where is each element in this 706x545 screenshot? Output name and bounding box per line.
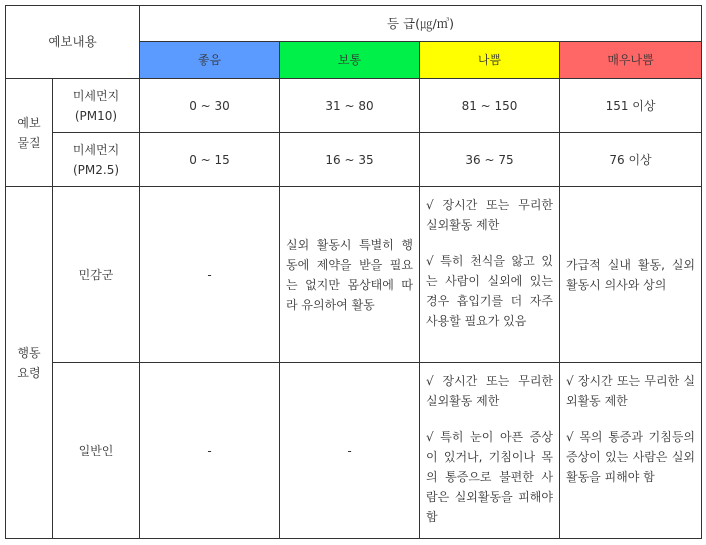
general-good: - <box>140 363 280 539</box>
header-grade: 등 급(㎍/㎥) <box>140 6 702 42</box>
pm10-very-bad: 151 이상 <box>560 79 702 133</box>
pm10-normal: 31 ~ 80 <box>280 79 420 133</box>
header-forecast-content: 예보내용 <box>6 6 140 79</box>
pm10-bad: 81 ~ 150 <box>420 79 560 133</box>
pm25-very-bad: 76 이상 <box>560 133 702 187</box>
general-bad-line-2: √ 특히 눈이 아픈 증상이 있거나, 기침이나 목의 통증으로 불편한 사람은 실외활동을 피해야 함 <box>426 430 553 524</box>
level-very-bad: 매우나쁨 <box>560 42 702 79</box>
sensitive-bad <box>420 187 560 363</box>
group-action-guide: 행동 요령 <box>6 187 53 539</box>
sensitive-bad-line-1: √ 장시간 또는 무리한 실외활동 제한 <box>426 198 553 232</box>
sensitive-good: - <box>140 187 280 363</box>
general-very-bad-line-1: √ 장시간 또는 무리한 실외활동 제한 <box>566 374 696 408</box>
air-quality-table <box>5 5 702 539</box>
general-bad-line-1: √ 장시간 또는 무리한 실외활동 제한 <box>426 374 553 408</box>
sensitive-very-bad: 가급적 실내 활동, 실외 활동시 의사와 상의 <box>560 187 702 363</box>
pm10-good: 0 ~ 30 <box>140 79 280 133</box>
row-label-sensitive: 민감군 <box>53 187 140 363</box>
row-label-pm25: 미세먼지 (PM2.5) <box>53 133 140 187</box>
group-forecast-substance: 예보 물질 <box>6 79 53 187</box>
pm25-normal: 16 ~ 35 <box>280 133 420 187</box>
general-very-bad <box>560 363 702 539</box>
level-good: 좋음 <box>140 42 280 79</box>
sensitive-bad-line-2: √ 특히 천식을 앓고 있는 사람이 실외에 있는 경우 흡입기를 더 자주 사용할 필요가 있음 <box>426 254 553 328</box>
general-bad <box>420 363 560 539</box>
level-bad: 나쁨 <box>420 42 560 79</box>
general-very-bad-line-2: √ 목의 통증과 기침등의 증상이 있는 사람은 실외 활동을 피해야 함 <box>566 430 696 484</box>
row-label-pm10: 미세먼지 (PM10) <box>53 79 140 133</box>
pm25-bad: 36 ~ 75 <box>420 133 560 187</box>
row-label-general: 일반인 <box>53 363 140 539</box>
level-normal: 보통 <box>280 42 420 79</box>
general-normal: - <box>280 363 420 539</box>
pm25-good: 0 ~ 15 <box>140 133 280 187</box>
sensitive-normal: 실외 활동시 특별히 행동에 제약을 받을 필요는 없지만 몸상태에 따라 유의하여 활동 <box>280 187 420 363</box>
